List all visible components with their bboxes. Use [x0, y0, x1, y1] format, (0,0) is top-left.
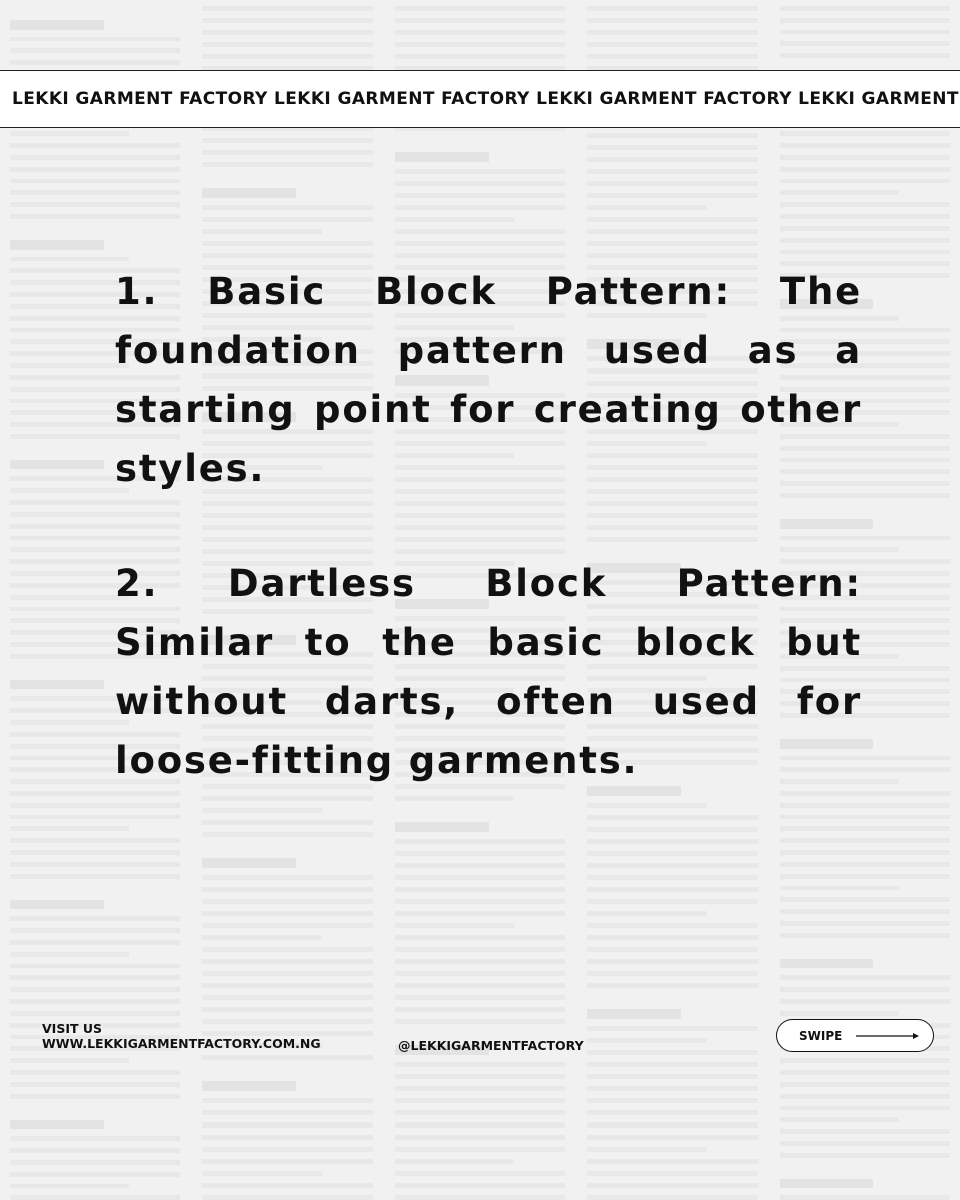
newspaper-line	[587, 1159, 757, 1164]
newspaper-line	[10, 363, 129, 368]
newspaper-line	[10, 1094, 180, 1099]
newspaper-line	[395, 1110, 565, 1115]
newspaper-line	[395, 995, 565, 1000]
newspaper-line	[587, 875, 757, 880]
newspaper-line	[10, 190, 180, 195]
newspaper-line	[587, 1038, 706, 1043]
newspaper-line	[780, 238, 950, 243]
newspaper-line	[587, 193, 757, 198]
newspaper-line	[780, 214, 950, 219]
newspaper-line	[587, 899, 757, 904]
newspaper-line	[10, 1058, 129, 1063]
newspaper-line	[10, 37, 180, 42]
newspaper-line	[395, 30, 565, 35]
newspaper-line	[587, 911, 706, 916]
newspaper-line	[780, 1011, 899, 1016]
newspaper-line	[202, 1081, 296, 1091]
newspaper-line	[395, 1147, 565, 1152]
newspaper-line	[10, 952, 129, 957]
newspaper-line	[395, 947, 565, 952]
newspaper-line	[780, 933, 950, 938]
newspaper-line	[10, 916, 180, 921]
newspaper-line	[780, 886, 899, 891]
newspaper-line	[587, 54, 757, 59]
newspaper-line	[10, 595, 129, 600]
newspaper-line	[587, 1195, 757, 1200]
newspaper-line	[202, 54, 372, 59]
newspaper-line	[395, 1007, 565, 1012]
newspaper-line	[10, 155, 180, 160]
newspaper-line	[780, 1141, 950, 1146]
newspaper-line	[10, 850, 180, 855]
newspaper-line	[587, 1171, 757, 1176]
website-link[interactable]: WWW.LEKKIGARMENTFACTORY.COM.NG	[42, 1036, 321, 1051]
swipe-button[interactable]	[776, 1019, 934, 1052]
newspaper-line	[395, 1135, 565, 1140]
newspaper-line	[780, 959, 874, 969]
newspaper-line	[587, 145, 757, 150]
newspaper-line	[10, 826, 129, 831]
newspaper-line	[395, 959, 565, 964]
newspaper-line	[780, 1070, 950, 1075]
newspaper-line	[202, 188, 296, 198]
newspaper-line	[202, 217, 372, 222]
newspaper-line	[202, 875, 372, 880]
newspaper-line	[587, 1183, 757, 1188]
newspaper-line	[10, 1070, 180, 1075]
newspaper-line	[10, 143, 180, 148]
newspaper-line	[202, 6, 372, 11]
newspaper-line	[587, 1135, 757, 1140]
newspaper-line	[395, 1062, 565, 1067]
newspaper-line	[10, 179, 180, 184]
newspaper-line	[395, 1019, 565, 1024]
newspaper-line	[395, 887, 565, 892]
newspaper-line	[10, 987, 180, 992]
newspaper-line	[10, 60, 180, 65]
newspaper-line	[395, 181, 565, 186]
newspaper-line	[587, 42, 757, 47]
newspaper-line	[780, 30, 950, 35]
newspaper-line	[10, 240, 104, 250]
newspaper-line	[780, 190, 899, 195]
newspaper-line	[10, 900, 104, 910]
newspaper-line	[395, 1171, 565, 1176]
newspaper-line	[202, 1007, 372, 1012]
newspaper-line	[202, 935, 321, 940]
newspaper-line	[395, 1098, 565, 1103]
visit-us-block	[42, 1021, 321, 1051]
newspaper-line	[395, 1074, 565, 1079]
newspaper-line	[587, 241, 757, 246]
newspaper-line	[395, 1122, 565, 1127]
newspaper-line	[780, 874, 950, 879]
newspaper-line	[202, 138, 372, 143]
newspaper-line	[202, 858, 296, 868]
newspaper-line	[10, 999, 180, 1004]
newspaper-line	[395, 205, 565, 210]
newspaper-line	[395, 1086, 565, 1091]
newspaper-line	[202, 911, 372, 916]
newspaper-line	[395, 935, 565, 940]
newspaper-line	[780, 179, 950, 184]
banner-text: LEKKI GARMENT FACTORY LEKKI GARMENT FACTORY LEKKI GARMENT FACTORY LEKKI GARMENT	[12, 89, 959, 109]
newspaper-line	[587, 18, 757, 23]
newspaper-line	[587, 169, 757, 174]
newspaper-line	[395, 1183, 565, 1188]
newspaper-line	[587, 205, 706, 210]
newspaper-line	[395, 217, 514, 222]
newspaper-line	[587, 851, 757, 856]
newspaper-line	[395, 875, 565, 880]
newspaper-line	[587, 1074, 757, 1079]
newspaper-line	[10, 1160, 180, 1165]
newspaper-line	[202, 887, 372, 892]
newspaper-line	[202, 959, 372, 964]
newspaper-line	[10, 488, 129, 493]
newspaper-line	[10, 1120, 104, 1130]
newspaper-line	[202, 899, 372, 904]
newspaper-line	[202, 1135, 372, 1140]
newspaper-line	[10, 20, 104, 30]
newspaper-line	[587, 217, 757, 222]
newspaper-line	[780, 1106, 950, 1111]
newspaper-line	[587, 6, 757, 11]
social-handle[interactable]: @LEKKIGARMENTFACTORY	[398, 1038, 584, 1053]
pattern-item-basic-block: 1. Basic Block Pattern: The foundation pattern used as a starting point for creating other styles.	[115, 270, 862, 490]
newspaper-line	[587, 983, 757, 988]
newspaper-line	[780, 1117, 899, 1122]
newspaper-line	[780, 909, 950, 914]
newspaper-line	[780, 1179, 874, 1189]
newspaper-line	[395, 1159, 514, 1164]
newspaper-line	[780, 1153, 950, 1158]
newspaper-line	[780, 850, 950, 855]
newspaper-line	[10, 167, 180, 172]
newspaper-line	[587, 971, 757, 976]
newspaper-line	[10, 1148, 180, 1153]
newspaper-line	[587, 959, 757, 964]
newspaper-line	[395, 152, 489, 162]
newspaper-line	[587, 1122, 757, 1127]
newspaper-line	[780, 143, 950, 148]
newspaper-line	[395, 253, 565, 258]
newspaper-line	[395, 241, 565, 246]
newspaper-line	[395, 863, 565, 868]
newspaper-line	[395, 6, 565, 11]
content-block	[115, 262, 862, 846]
newspaper-line	[780, 131, 950, 136]
newspaper-line	[395, 911, 565, 916]
newspaper-line	[202, 1055, 372, 1060]
newspaper-line	[202, 253, 372, 258]
brand-banner	[0, 70, 960, 128]
newspaper-line	[780, 999, 950, 1004]
newspaper-line	[395, 54, 565, 59]
newspaper-line	[202, 1171, 321, 1176]
newspaper-line	[780, 987, 950, 992]
newspaper-line	[202, 971, 372, 976]
newspaper-line	[587, 1062, 757, 1067]
newspaper-line	[780, 862, 950, 867]
newspaper-line	[202, 947, 372, 952]
newspaper-line	[202, 1159, 372, 1164]
newspaper-line	[587, 923, 757, 928]
newspaper-line	[202, 995, 372, 1000]
newspaper-line	[202, 18, 372, 23]
newspaper-line	[10, 460, 104, 470]
newspaper-line	[780, 6, 950, 11]
newspaper-line	[780, 155, 950, 160]
newspaper-line	[780, 53, 950, 58]
newspaper-line	[587, 1050, 757, 1055]
newspaper-line	[587, 1009, 681, 1019]
newspaper-line	[780, 921, 950, 926]
newspaper-line	[780, 1094, 950, 1099]
newspaper-line	[780, 897, 950, 902]
newspaper-line	[780, 1082, 950, 1087]
newspaper-line	[587, 181, 757, 186]
newspaper-line	[587, 1110, 757, 1115]
newspaper-line	[780, 1195, 950, 1200]
newspaper-line	[10, 964, 180, 969]
newspaper-line	[10, 1184, 129, 1189]
newspaper-line	[587, 947, 757, 952]
newspaper-line	[395, 851, 565, 856]
newspaper-line	[395, 229, 565, 234]
newspaper-line	[780, 226, 950, 231]
newspaper-line	[10, 257, 129, 262]
newspaper-line	[10, 1136, 180, 1141]
newspaper-line	[10, 940, 180, 945]
newspaper-line	[587, 1147, 706, 1152]
newspaper-line	[202, 42, 372, 47]
newspaper-line	[10, 48, 180, 53]
newspaper-line	[395, 42, 565, 47]
newspaper-line	[587, 887, 757, 892]
newspaper-line	[202, 1110, 372, 1115]
newspaper-line	[395, 1195, 565, 1200]
newspaper-line	[10, 1011, 180, 1016]
newspaper-line	[10, 1195, 180, 1200]
swipe-label: SWIPE	[799, 1028, 843, 1043]
newspaper-line	[10, 131, 129, 136]
newspaper-line	[10, 862, 180, 867]
newspaper-line	[10, 928, 180, 933]
newspaper-line	[202, 30, 372, 35]
newspaper-line	[10, 874, 180, 879]
newspaper-line	[780, 1129, 950, 1134]
newspaper-line	[395, 971, 565, 976]
newspaper-line	[395, 923, 514, 928]
newspaper-line	[202, 1183, 372, 1188]
newspaper-line	[10, 975, 180, 980]
newspaper-line	[202, 1195, 372, 1200]
newspaper-line	[10, 680, 104, 690]
newspaper-line	[202, 1122, 372, 1127]
newspaper-line	[202, 241, 372, 246]
newspaper-line	[780, 1058, 950, 1063]
newspaper-line	[202, 983, 372, 988]
newspaper-line	[780, 18, 950, 23]
newspaper-line	[10, 1172, 180, 1177]
newspaper-line	[780, 167, 950, 172]
newspaper-line	[587, 253, 757, 258]
newspaper-line	[587, 1098, 757, 1103]
newspaper-line	[587, 935, 757, 940]
newspaper-line	[202, 923, 372, 928]
arrow-right-icon	[856, 1032, 920, 1040]
newspaper-line	[10, 720, 129, 725]
newspaper-line	[395, 169, 565, 174]
newspaper-line	[395, 983, 565, 988]
newspaper-line	[395, 193, 565, 198]
newspaper-line	[202, 1098, 372, 1103]
newspaper-line	[395, 899, 565, 904]
newspaper-line	[10, 1082, 180, 1087]
newspaper-line	[10, 202, 180, 207]
newspaper-line	[780, 975, 950, 980]
newspaper-line	[202, 1147, 372, 1152]
newspaper-line	[587, 229, 757, 234]
newspaper-line	[395, 18, 565, 23]
newspaper-line	[780, 41, 950, 46]
newspaper-line	[587, 133, 757, 138]
newspaper-line	[10, 214, 180, 219]
newspaper-line	[587, 863, 757, 868]
newspaper-line	[587, 1026, 757, 1031]
visit-us-label: VISIT US	[42, 1021, 103, 1036]
newspaper-line	[587, 30, 757, 35]
newspaper-line	[202, 229, 321, 234]
newspaper-line	[202, 205, 372, 210]
newspaper-line	[587, 157, 757, 162]
newspaper-line	[780, 202, 950, 207]
pattern-item-dartless-block: 2. Dartless Block Pattern: Similar to the basic block but without darts, often used for loose-fitting garments.	[115, 562, 862, 782]
newspaper-line	[202, 162, 372, 167]
newspaper-line	[202, 150, 372, 155]
newspaper-line	[780, 250, 950, 255]
newspaper-line	[587, 1086, 757, 1091]
